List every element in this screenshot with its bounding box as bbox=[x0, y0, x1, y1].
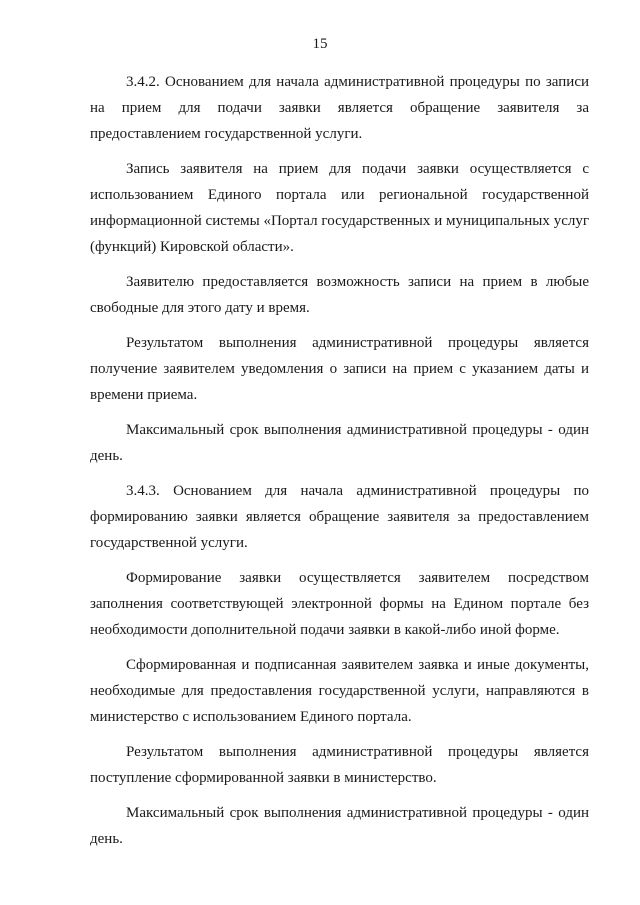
paragraph-application-submission: Сформированная и подписанная заявителем заявка и иные документы, необходимые для предоставления государственной услуги, направляются в министерство с использованием Единого портала. bbox=[90, 657, 589, 725]
paragraph-appointment-deadline: Максимальный срок выполнения административной процедуры - один день. bbox=[90, 422, 589, 464]
paragraph-appointment-method: Запись заявителя на прием для подачи заявки осуществляется с использованием Единого портала или региональной государственной информационной системы «Портал государственных и муниципальных услуг (функций) Кировской области». bbox=[90, 161, 589, 255]
document-body bbox=[90, 69, 589, 861]
paragraph-forming-result: Результатом выполнения административной процедуры является поступление сформированной заявки в министерство. bbox=[90, 744, 589, 786]
paragraph-3-4-3: 3.4.3. Основанием для начала административной процедуры по формированию заявки является обращение заявителя за предоставлением государственной услуги. bbox=[90, 483, 589, 551]
paragraph-appointment-choice: Заявителю предоставляется возможность записи на прием в любые свободные для этого дату и время. bbox=[90, 274, 589, 316]
page-number: 15 bbox=[312, 36, 328, 52]
paragraph-forming-deadline: Максимальный срок выполнения административной процедуры - один день. bbox=[90, 805, 589, 847]
paragraph-3-4-2: 3.4.2. Основанием для начала административной процедуры по записи на прием для подачи заявки является обращение заявителя за предоставлением государственной услуги. bbox=[90, 74, 589, 142]
paragraph-appointment-result: Результатом выполнения административной процедуры является получение заявителем уведомления о записи на прием с указанием даты и времени приема. bbox=[90, 335, 589, 403]
paragraph-application-forming: Формирование заявки осуществляется заявителем посредством заполнения соответствующей электронной формы на Едином портале без необходимости дополнительной подачи заявки в какой-либо иной форме. bbox=[90, 570, 589, 638]
